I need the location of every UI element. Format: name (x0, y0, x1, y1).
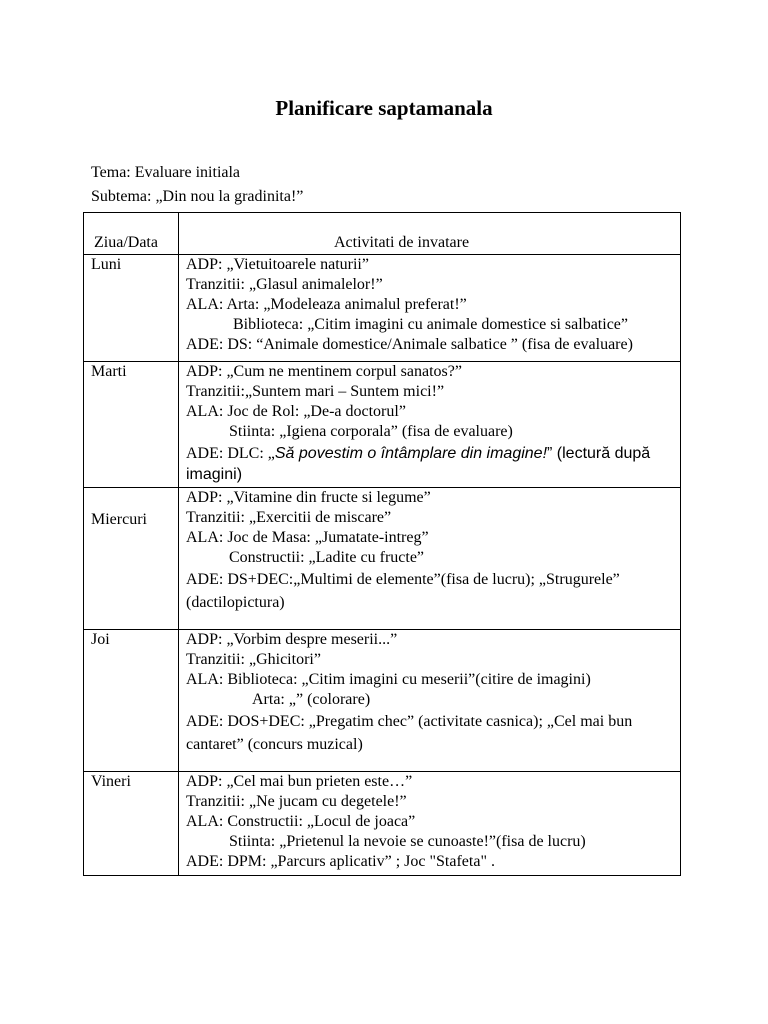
day-label: Marti (91, 363, 127, 380)
activity-text: ADE: DLC: „ (186, 445, 275, 462)
activity-line: Stiinta: „Prietenul la nevoie se cunoaste!”(fisa de lucru) (229, 833, 586, 850)
activities-cell (179, 255, 681, 362)
activity-line: Tranzitii:„Suntem mari – Suntem mici!” (186, 383, 445, 400)
day-cell (84, 630, 179, 772)
activity-line: Constructii: „Ladite cu fructe” (229, 549, 425, 566)
activity-line: imagini) (186, 466, 243, 483)
day-label: Luni (91, 256, 122, 273)
activity-line: ADE: DOS+DEC: „Pregatim chec” (activitate casnica); „Cel mai bun (186, 713, 633, 730)
table-row (84, 630, 681, 772)
activity-line: ALA: Biblioteca: „Citim imagini cu meserii”(citire de imagini) (186, 671, 591, 688)
activity-line: ALA: Arta: „Modeleaza animalul preferat!” (186, 296, 467, 313)
weekly-plan-table (83, 212, 681, 876)
subtheme-line: Subtema: „Din nou la gradinita!” (91, 188, 304, 205)
table-row (84, 488, 681, 630)
activity-line: cantaret” (concurs muzical) (186, 736, 363, 753)
activity-line: Biblioteca: „Citim imagini cu animale domestice si salbatice” (233, 316, 628, 333)
day-cell (84, 488, 179, 630)
table-row (84, 772, 681, 876)
activity-line: ALA: Constructii: „Locul de joaca” (186, 813, 416, 830)
activity-line: ADE: DS+DEC:„Multimi de elemente”(fisa de lucru); „Strugurele” (186, 571, 620, 588)
theme-line: Tema: Evaluare initiala (91, 164, 241, 181)
activity-line (186, 442, 680, 465)
activity-line: ADE: DPM: „Parcurs aplicativ” ; Joc "Stafeta" . (186, 853, 495, 870)
activity-line: ADP: „Vorbim despre meserii...” (186, 631, 398, 648)
page-title: Planificare saptamanala (275, 96, 493, 120)
table-header-row (84, 213, 681, 255)
activity-line: Tranzitii: „Glasul animalelor!” (186, 276, 383, 293)
activity-line: Arta: „” (colorare) (252, 691, 371, 708)
activity-title: Să povestim o întâmplare din imagine! (274, 445, 548, 462)
header-day-label: Ziua/Data (94, 234, 158, 251)
day-label: Miercuri (91, 511, 147, 528)
activity-line: ALA: Joc de Rol: „De-a doctorul” (186, 403, 406, 420)
activity-text: ” (lectură după (547, 445, 651, 462)
activity-line: ALA: Joc de Masa: „Jumatate-intreg” (186, 529, 429, 546)
table-row (84, 362, 681, 488)
activities-cell (179, 630, 681, 772)
activity-line: ADP: „Cel mai bun prieten este…” (186, 773, 413, 790)
activity-line: Stiinta: „Igiena corporala” (fisa de evaluare) (229, 423, 513, 440)
day-label: Joi (91, 631, 110, 648)
activities-cell (179, 488, 681, 630)
activity-line: Tranzitii: „Ghicitori” (186, 651, 321, 668)
activity-line: ADP: „Cum ne mentinem corpul sanatos?” (186, 363, 462, 380)
day-label: Vineri (91, 773, 131, 790)
activity-line: Tranzitii: „Ne jucam cu degetele!” (186, 793, 407, 810)
activity-line: (dactilopictura) (186, 594, 285, 611)
header-activities-label: Activitati de invatare (334, 234, 470, 251)
day-cell (84, 772, 179, 876)
activity-line: ADP: „Vietuitoarele naturii” (186, 256, 369, 273)
day-cell (84, 255, 179, 362)
header-day (84, 213, 179, 255)
table-row (84, 255, 681, 362)
activities-cell (179, 362, 681, 488)
activity-line: ADE: DS: “Animale domestice/Animale salbatice ” (fisa de evaluare) (186, 336, 633, 353)
activities-cell (179, 772, 681, 876)
header-activities (179, 213, 681, 255)
activity-line: ADP: „Vitamine din fructe si legume” (186, 489, 431, 506)
activity-line: Tranzitii: „Exercitii de miscare” (186, 509, 392, 526)
day-cell (84, 362, 179, 488)
